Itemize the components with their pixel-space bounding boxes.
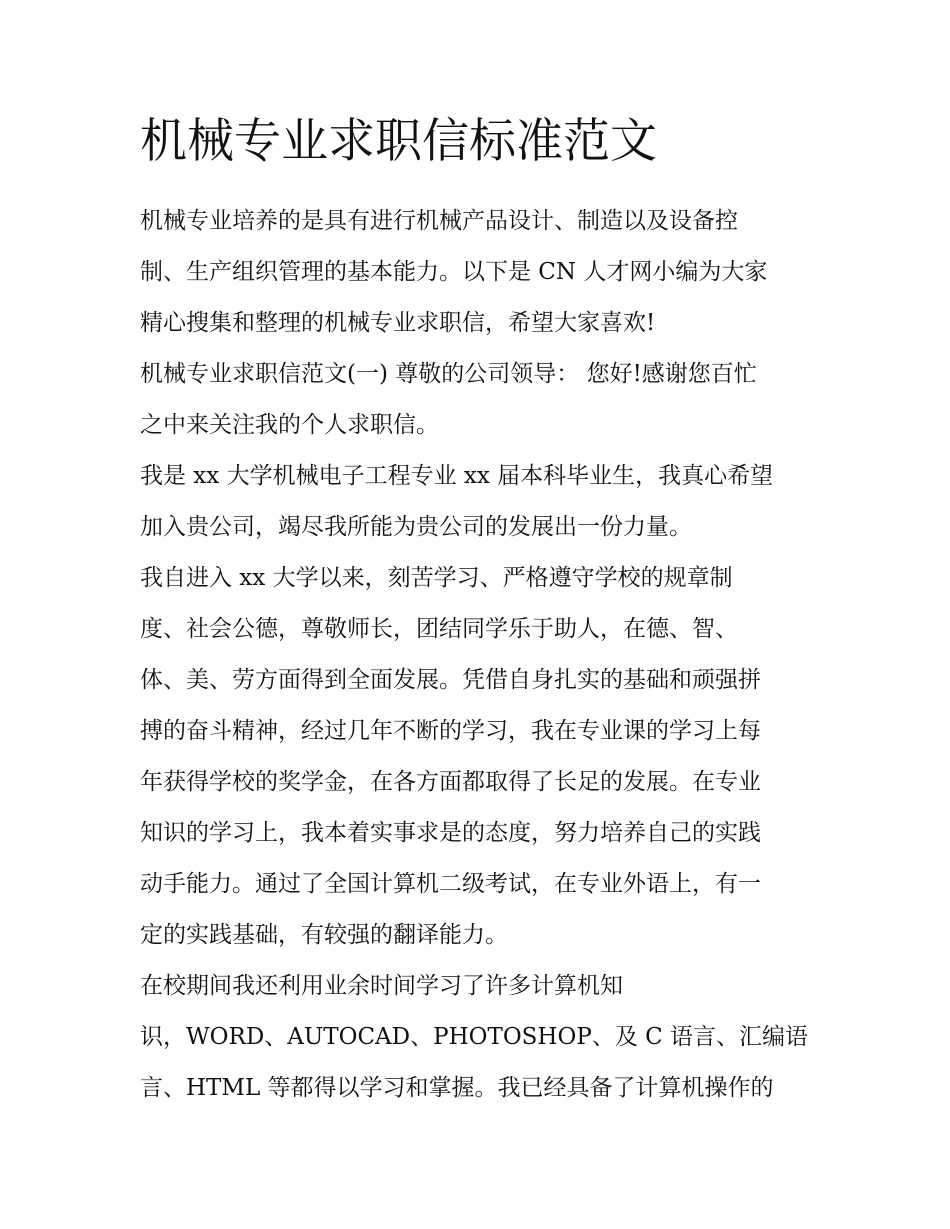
body-line: 加入贵公司，竭尽我所能为贵公司的发展出一份力量。	[140, 514, 692, 540]
body-line: 言、HTML 等都得以学习和掌握。我已经具备了计算机操作的	[140, 1075, 774, 1101]
body-line: 搏的奋斗精神，经过几年不断的学习，我在专业课的学习上每	[140, 718, 761, 744]
body-line: 度、社会公德，尊敬师长，团结同学乐于助人，在德、智、	[140, 616, 738, 642]
body-line: 我是 xx 大学机械电子工程专业 xx 届本科毕业生，我真心希望	[140, 463, 774, 489]
body-line: 之中来关注我的个人求职信。	[140, 412, 439, 438]
body-line: 制、生产组织管理的基本能力。以下是 CN 人才网小编为大家	[140, 259, 768, 285]
document-title: 机械专业求职信标准范文	[140, 114, 657, 169]
body-line: 定的实践基础，有较强的翻译能力。	[140, 922, 508, 948]
body-line: 知识的学习上，我本着实事求是的态度，努力培养自己的实践	[140, 820, 761, 846]
body-line: 我自进入 xx 大学以来，刻苦学习、严格遵守学校的规章制	[140, 565, 733, 591]
body-line: 精心搜集和整理的机械专业求职信，希望大家喜欢!	[140, 310, 656, 336]
body-line: 在校期间我还利用业余时间学习了许多计算机知	[140, 973, 623, 999]
body-line: 机械专业求职信范文(一) 尊敬的公司领导： 您好!感谢您百忙	[140, 361, 757, 387]
body-line: 机械专业培养的是具有进行机械产品设计、制造以及设备控	[140, 208, 738, 234]
body-line: 体、美、劳方面得到全面发展。凭借自身扎实的基础和顽强拼	[140, 667, 761, 693]
body-line: 年获得学校的奖学金，在各方面都取得了长足的发展。在专业	[140, 769, 761, 795]
body-line: 动手能力。通过了全国计算机二级考试，在专业外语上，有一	[140, 871, 761, 897]
body-line: 识，WORD、AUTOCAD、PHOTOSHOP、及 C 语言、汇编语	[140, 1024, 809, 1050]
